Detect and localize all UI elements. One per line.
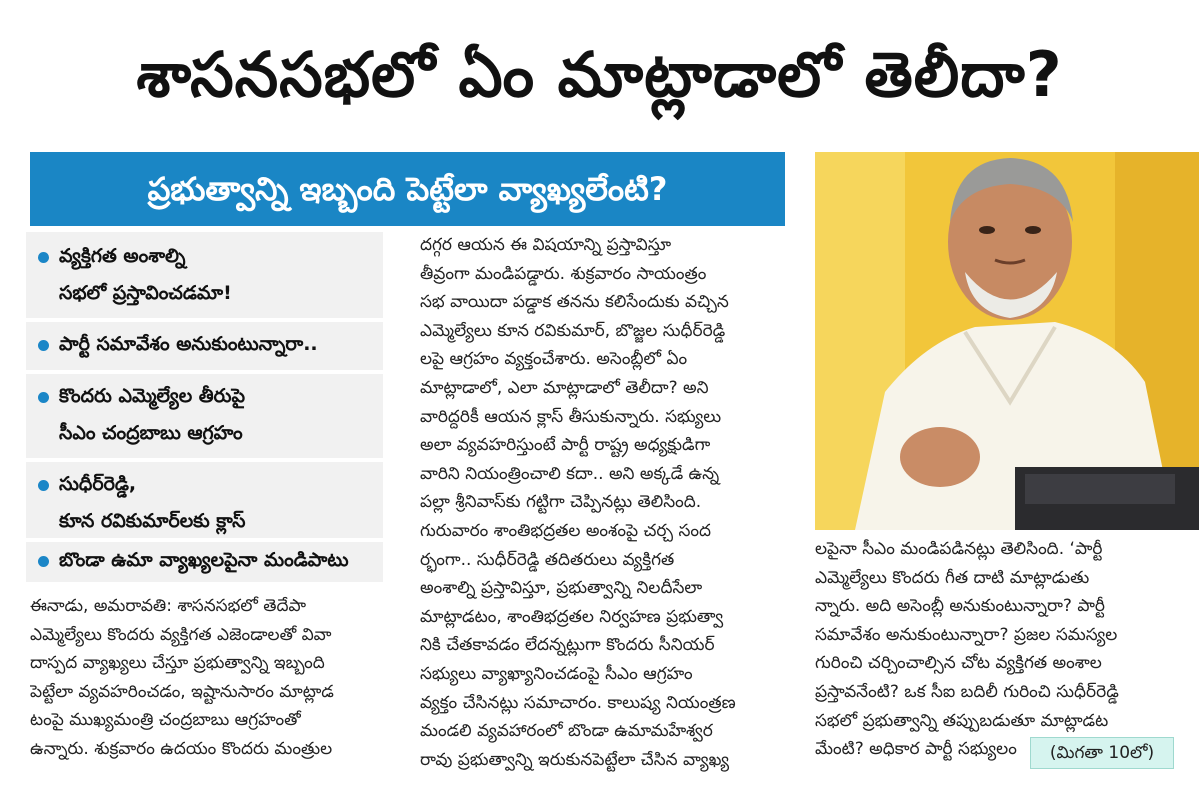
article-line: లపైనా సీఎం మండిపడినట్లు తెలిసింది. ‘పార్టీ [815,539,1103,559]
article-line: ఎమ్మెల్యేలు కూన రవికుమార్, బొజ్జల సుధీర్‌రెడ్డి [420,320,726,341]
article-line: లపై ఆగ్రహం వ్యక్తంచేశారు. అసెంబ్లీలో ఏం [420,349,688,370]
divider [26,370,383,374]
highlight-item [26,466,383,540]
bullet-dot-icon [38,480,49,491]
article-line: మేంటి? అధికార పార్టీ సభ్యులం [815,739,1017,760]
highlight-item [26,378,383,452]
article-line: మాట్లాడటం, శాంతిభద్రతల నిర్వహణ ప్రభుత్వా [420,606,724,627]
article-line: పెట్టేలా వ్యవహరించడం, ఇష్టానుసారం మాట్లాడ [30,681,334,702]
article-line: మాట్లాడాలో, ఎలా మాట్లాడాలో తెలీదా? అని [420,377,709,398]
article-line: ఎమ్మెల్యేలు కొందరు గీత దాటి మాట్లాడుతు [815,567,1090,588]
article-column-1 [30,592,385,764]
article-line: ఈనాడు, అమరావతి: శాసనసభలో తెదేపా [30,596,307,616]
portrait-illustration [815,152,1199,530]
article-line: సభలో ప్రభుత్వాన్ని తప్పుబడుతూ మాట్లాడట [815,710,1109,731]
highlight-line: వ్యక్తిగత అంశాల్ని [59,245,186,267]
bullet-dot-icon [38,392,49,403]
article-line: ర్భంగా.. సుధీర్‌రెడ్డి తదితరులు వ్యక్తిగత [420,549,675,570]
highlights-box [26,232,383,582]
article-column-2 [420,231,790,774]
article-line: న్నారు. అది అసెంబ్లీ అనుకుంటున్నారా? పార్టీ [815,596,1105,617]
divider [26,458,383,462]
article-column-3 [815,535,1190,764]
article-line: గురించి చర్చించాల్సిన చోట వ్యక్తిగత అంశాల [815,653,1102,674]
highlight-line: సుధీర్‌రెడ్డి, [59,473,137,495]
highlight-line: సీఎం చంద్రబాబు ఆగ్రహం [59,422,243,444]
article-line: నికి చేతకావడం లేదన్నట్లుగా కొందరు సీనియర్ [420,635,715,656]
highlight-item [26,326,383,363]
highlight-line: బొండా ఉమా వ్యాఖ్యలపైనా మండిపాటు [59,549,349,571]
article-line: అలా వ్యవహరిస్తుంటే పార్టీ రాష్ట్ర అధ్యక్షుడిగా [420,435,711,456]
article-line: రావు ప్రభుత్వాన్ని ఇరుకునపెట్టేలా చేసిన వ్యాఖ్య [420,749,729,770]
article-line: సమావేశం అనుకుంటున్నారా? ప్రజల సమస్యల [815,624,1118,645]
article-line: ఉన్నారు. శుక్రవారం ఉదయం కొందరు మంత్రుల [30,738,333,759]
article-line: గురువారం శాంతిభద్రతల అంశంపై చర్చ సంద [420,520,712,541]
headline: శాసనసభలో ఏం మాట్లాడాలో తెలీదా? [136,38,1063,111]
chief-minister-photo [815,152,1199,530]
bullet-dot-icon [38,556,49,567]
article-line: ప్రస్తావనేంటి? ఒక సీఐ బదిలీ గురించి సుధీర్‌రెడ్డి [815,681,1119,702]
divider [26,318,383,322]
highlight-line: సభలో ప్రస్తావించడమా! [59,282,232,304]
article-line: సభ వాయిదా పడ్డాక తనను కలిసేందుకు వచ్చిన [420,292,729,313]
subheadline-banner: ప్రభుత్వాన్ని ఇబ్బంది పెట్టేలా వ్యాఖ్యలేంటి? [30,152,785,226]
article-line: అంశాల్ని ప్రస్తావిస్తూ, ప్రభుత్వాన్ని నిలదీసేలా [420,578,703,599]
article-line: వారిద్దరికీ ఆయన క్లాస్ తీసుకున్నారు. సభ్యులు [420,406,722,427]
article-line: ఎమ్మెల్యేలు కొందరు వ్యక్తిగత ఎజెండాలతో వివా [30,624,332,645]
article-line: వ్యక్తం చేసినట్లు సమాచారం. కాలుష్య నియంత్రణ [420,692,736,713]
bullet-dot-icon [38,340,49,351]
highlight-line: కూన రవికుమార్‌లకు క్లాస్ [59,510,246,532]
article-line: తీవ్రంగా మండిపడ్డారు. శుక్రవారం సాయంత్రం [420,263,707,284]
highlight-line: పార్టీ సమావేశం అనుకుంటున్నారా.. [59,333,318,355]
article-line: సభ్యులు వ్యాఖ్యానించడంపై సీఎం ఆగ్రహం [420,663,693,684]
article-line: టంపై ముఖ్యమంత్రి చంద్రబాబు ఆగ్రహంతో [30,710,301,731]
article-line: దగ్గర ఆయన ఈ విషయాన్ని ప్రస్తావిస్తూ [420,235,672,255]
highlight-item [26,238,383,312]
highlight-item [26,542,383,579]
article-line: మండలి వ్యవహారంలో బొండా ఉమామహేశ్వర [420,721,713,742]
highlight-line: కొందరు ఎమ్మెల్యేల తీరుపై [59,385,246,407]
article-line: దాస్పద వ్యాఖ్యలు చేస్తూ ప్రభుత్వాన్ని ఇబ్బంది [30,653,325,674]
bullet-dot-icon [38,252,49,263]
article-line: పల్లా శ్రీనివాస్‌కు గట్టిగా చెప్పినట్లు తెలిసింది. [420,492,702,513]
continued-on-page-tag: (మిగతా 10లో) [1030,737,1174,769]
article-line: వారిని నియంత్రించాలి కదా.. అని అక్కడే ఉన్న [420,463,720,484]
